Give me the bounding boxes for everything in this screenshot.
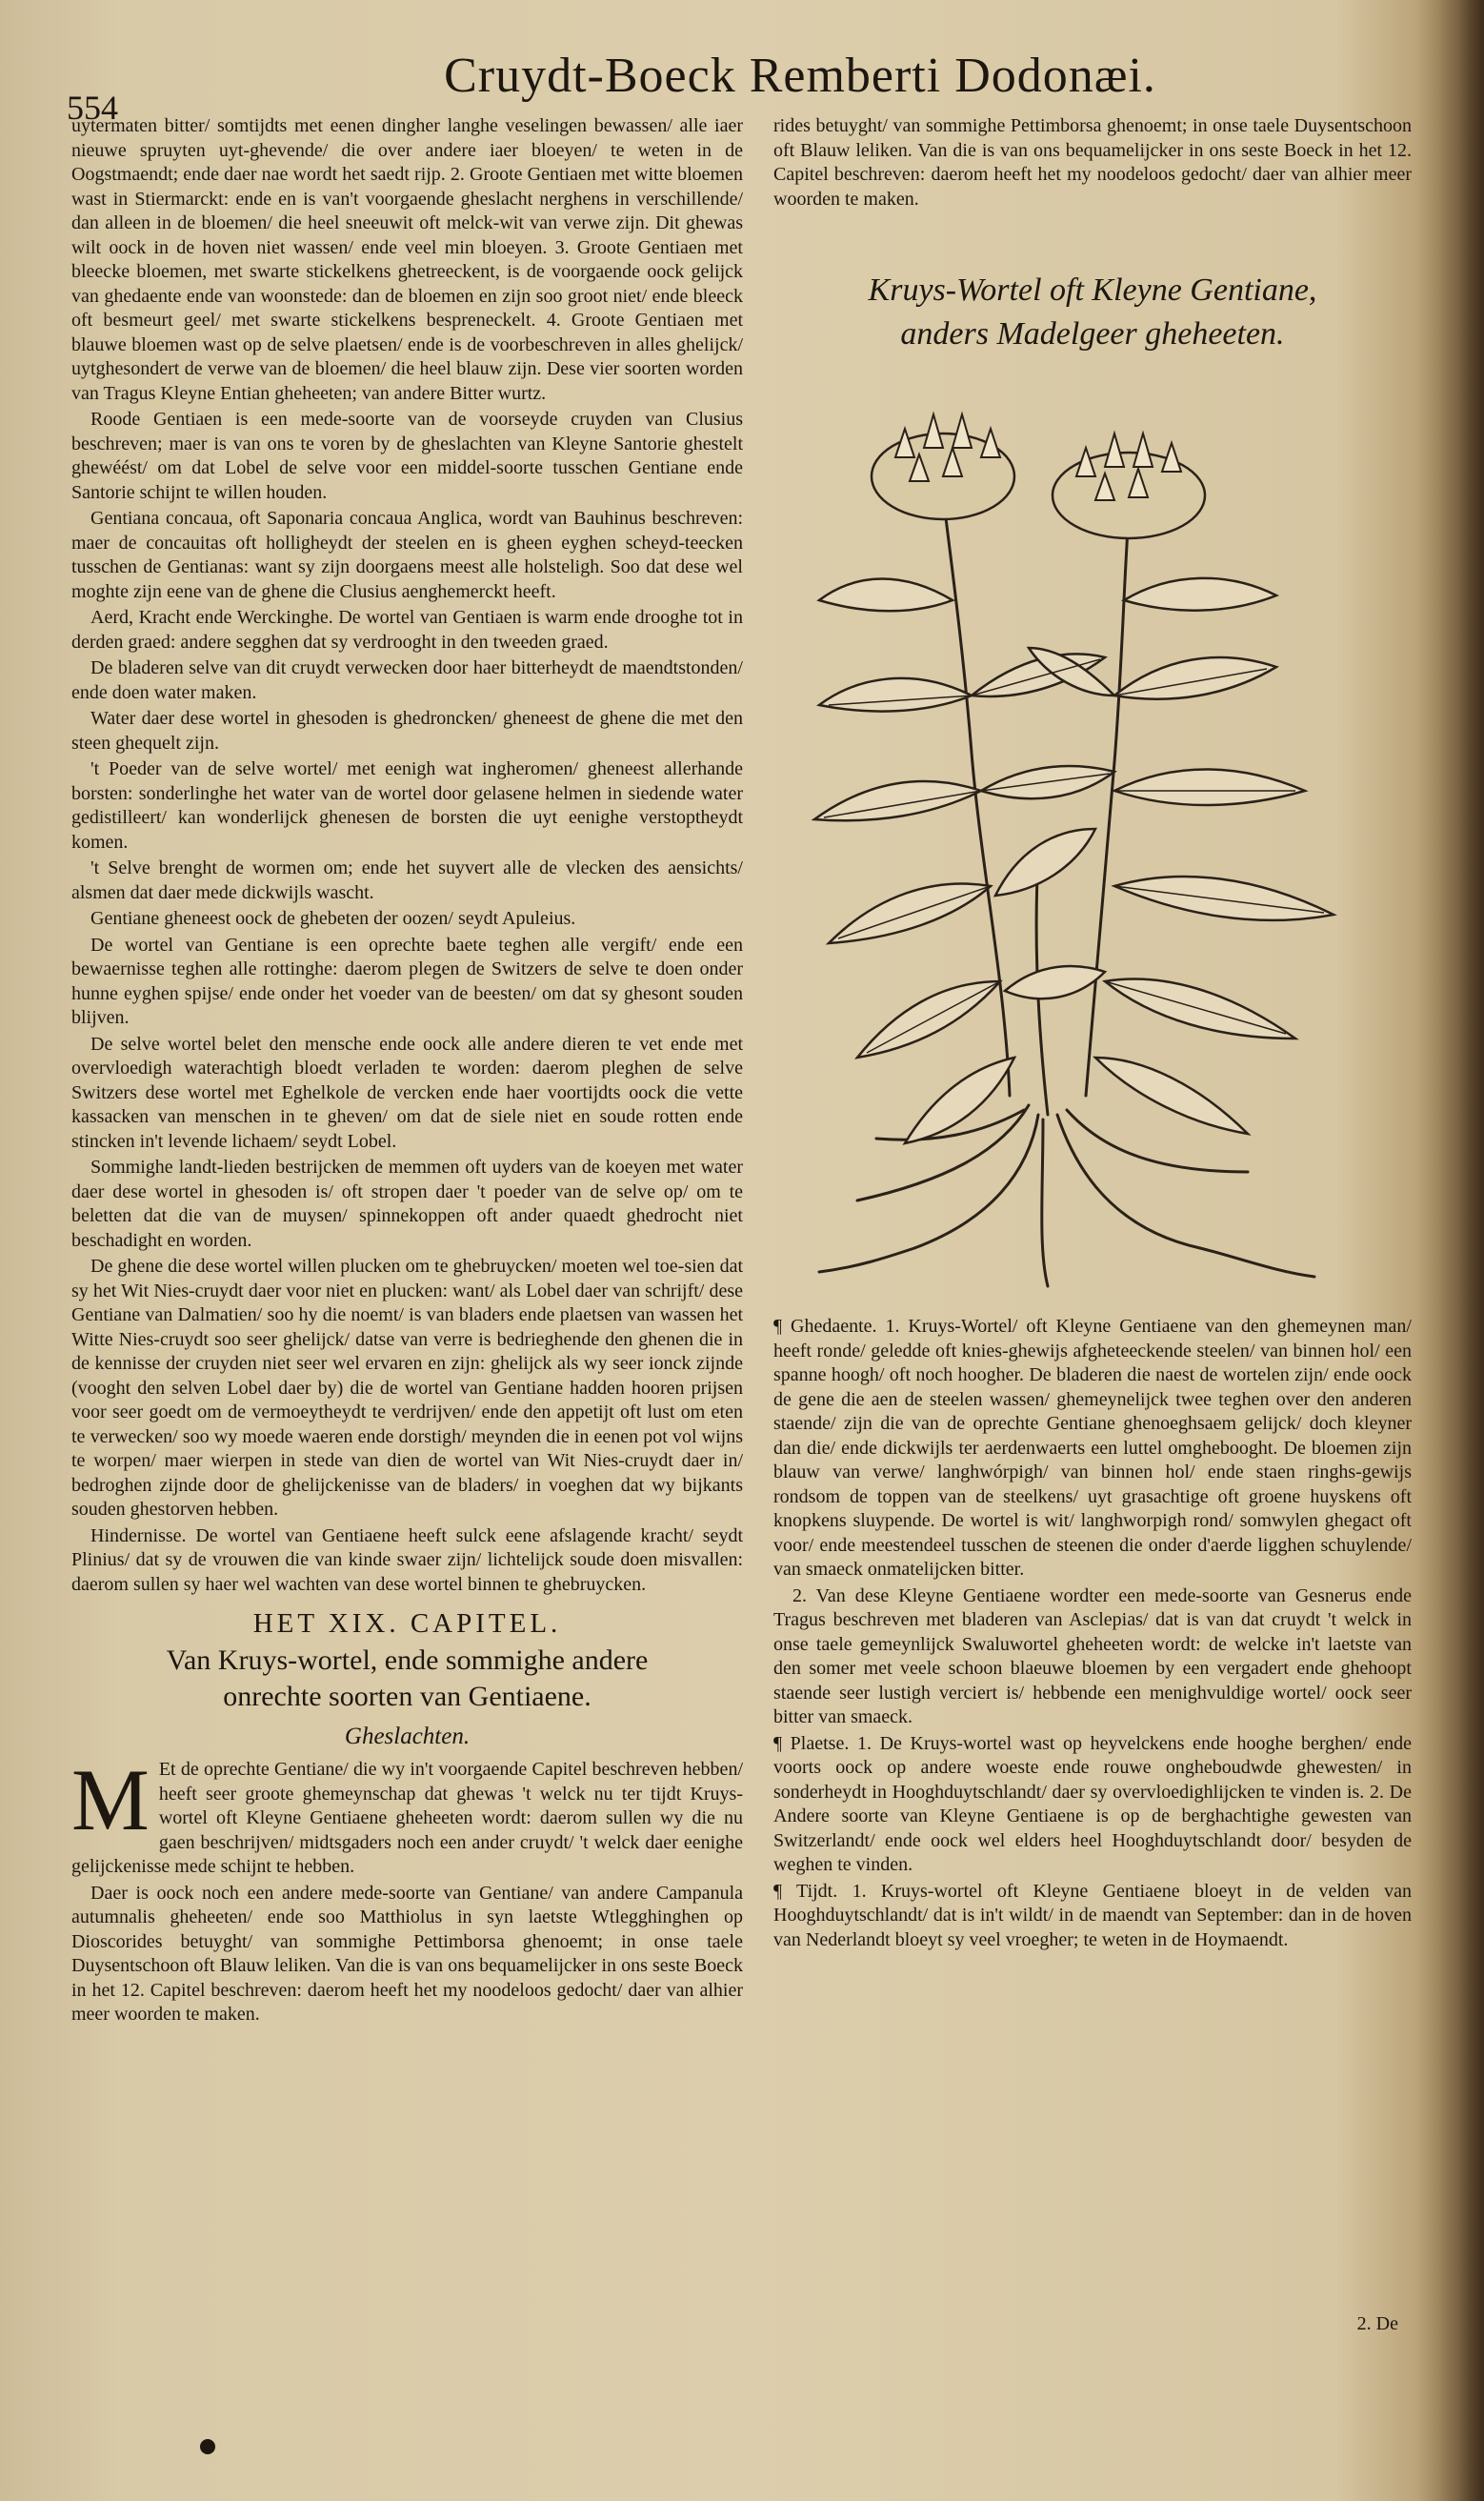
dropcap-paragraph xyxy=(71,1751,743,1880)
paragraph: De ghene die dese wortel willen plucken om te ghebruycken/ moeten wel toe-sien dat sy het Wit Nies-cruydt daer voor niet en plucken: want/ als Lobel daer van schrijft/ dese Gentiane van Dalmatien/ soo hy die noemt/ is van bladers ende plaetsen van wassen het Witte Nies-cruydt soo seer ghelijck/ datse van verre is bedrieghende den ghenen die in de kennisse der cruyden niet seer wel ervaren en zijn: ghelijck als wy seer ionck zijnde (vooght den selven Lobel daer by) die de wortel van Gentiane hadden hooren prijsen voor seer goedt om de vermoeytheydt te verdrijven/ ende den appetijt oft lust om eten te verwecken/ soo wy moede waeren ende dorstigh/ meynden die in eenen pot vol wijns te worpen/ maer wierpen in stede van dien de wortel van Wit Nies-cruydt daer in/ bedroghen zijnde door de ghelijckenisse van de bladers/ in voeghen dat wy bijkants souden ghestorven hebben. xyxy=(71,1256,743,1520)
right-column-top xyxy=(773,114,1412,257)
paragraph: rides betuyght/ van sommighe Pettimborsa ghenoemt; in onse taele Duysentschoon oft Blauw leliken. Van die is van ons bequamelijcker in ons seste Boeck in het 12. Capitel beschreven: daerom heeft het my noodeloos gedocht/ daer van alhier meer woorden te maken. xyxy=(773,115,1412,210)
paragraph: ¶ Tijdt. 1. Kruys-wortel oft Kleyne Gentiaene bloeyt in de velden van Hooghduytschlandt/ dat is in't wildt/ in de maendt van September: dan in de hoven van Nederlandt bloeyt sy veel vroegher; te weten in de Hoymaendt. xyxy=(773,1880,1412,1950)
paragraph: Sommighe landt-lieden bestrijcken de memmen oft uyders van de koeyen met water daer dese wortel in ghesoden is/ oft stropen daer 't poeder van de selve op/ om te beletten dat die van de muysen/ spinnekoppen oft ander quaedt ghedrocht niet beschadight en worden. xyxy=(71,1157,743,1251)
gentian-plant-woodcut xyxy=(800,410,1391,1305)
paragraph: 't Selve brenght de wormen om; ende het suyvert alle de vlecken des aensichts/ alsmen dat daer mede dickwijls wascht. xyxy=(71,857,743,903)
paragraph: Aerd, Kracht ende Werckinghe. De wortel van Gentiaen is warm ende drooghe tot in derden graed: andere segghen dat sy verdrooght in den tweeden graed. xyxy=(71,607,743,653)
paragraph: Daer is oock noch een andere mede-soorte van Gentiane/ van andere Campanula autumnalis gheheeten/ ende soo Matthiolus in syn laetste Wtlegghinghen op Dioscorides betuyght/ van sommighe Pettimborsa ghenoemt; in onse taele Duysentschoon oft Blauw leliken. Van die is van ons bequamelijcker in ons seste Boeck in het 12. Capitel beschreven: daerom heeft het my noodeloos gedocht/ daer van alhier meer woorden te maken. xyxy=(71,1882,743,2025)
figure-caption xyxy=(773,269,1412,356)
paragraph: 2. Van dese Kleyne Gentiaene wordter een mede-soorte van Gesnerus ende Tragus beschreven met bladeren van Asclepias/ dat is van dat cruydt 't welck in onse taele gemeynlijck Swaluwortel gheheeten wordt: de welcke in't laetste van den somer met veele schoon blaeuwe bloemen by een vergadert ende ghehoopt staende seer lustigh verciert is/ hebbende een menighvuldige wortel/ oock seer bitter van smaeck. xyxy=(773,1584,1412,1727)
paragraph: ¶ Ghedaente. 1. Kruys-Wortel/ oft Kleyne Gentiaene van den ghemeynen man/ heeft ronde/ geledde oft knies-ghewijs afgheteeckende steelen/ van binnen hol/ een spanne hoogh/ oft noch hoogher. De bladeren die naest de wortelen zijn/ ende oock de gene die aen de steelen wassen/ ghemeynelijck twee teghen over den anderen staende/ zijn die van de oprechte Gentiane ghenoeghsaem gelijck/ doch kleyner dan die/ ende dickwijls ter aerdenwaerts een luttel omghebooght. De bloemen zijn blauw van verwe/ langhwórpigh/ van binnen hol/ ende staen ringhs-gewijs rondsom de toppen van de steelkens/ uyt grasachtige oft groene huyskens oft knopkens sluypende. De wortel is wit/ langhworpigh rond/ somwylen ghegact oft voor/ ende meestendeel tusschen de steenen die onder d'aerde ligghen schuylende/ van smaeck onmatelijcken bitter. xyxy=(773,1316,1412,1580)
paragraph: De bladeren selve van dit cruydt verwecken door haer bitterheydt de maendtstonden/ ende doen water maken. xyxy=(71,657,743,703)
paragraph: uytermaten bitter/ somtijdts met eenen dingher langhe veselingen bewassen/ alle iaer nieuwe spruyten uyt-ghevende/ die over andere iaer bloeyen/ te weten in de Oogstmaendt; ende daer nae wordt het saedt rijp. 2. Groote Gentiaen met witte bloemen wast in Stiermarckt: ende en is van't voorgaende gheslacht nerghens in verschillende/ dan alleen in de bloemen/ die heel sneeuwit oft melck-wit van verwe zijn. Dit ghewas wilt oock in de hoven niet wassen/ ende veel min bloeyen. 3. Groote Gentiaen met bleecke bloemen, met swarte stickelkens ghetreeckent, is de voorgaende oock gelijck van ghedaente ende van woonstede: dan de bloemen en zijn soo groot niet/ ende bleeck oft besmeurt geel/ met swarte stickelkens bespreneckelt. 4. Groote Gentiaen met blauwe bloemen wast op de selve plaetsen/ ende is de voorbeschreven in alles ghelijck/ uytghesondert de verwe van de bloemen/ die heel blauw zijn. Dese vier soorten worden van Tragus Kleyne Entian gheheeten; van andere Bitter wurtz. xyxy=(71,115,743,404)
paragraph: ¶ Plaetse. 1. De Kruys-wortel wast op heyvelckens ende hooghe berghen/ ende voorts oock op andere woeste ende rouwe ongheboudwde ghewesten/ in sonderheydt in Hooghduytschlandt/ daer sy overvloedighlijcken te vinden is. 2. De Andere soorte van Kleyne Gentiaene is op de berghachtighe gewesten van Switzerlandt/ ende oock wel elders heel Hooghduytschlandt door/ besyden de weghen te vinden. xyxy=(773,1732,1412,1875)
right-column-bottom xyxy=(773,1315,1412,2315)
paragraph: Water daer dese wortel in ghesoden is ghedroncken/ gheneest de ghene die met den steen ghequelt zijn. xyxy=(71,708,743,754)
ink-dot xyxy=(200,2439,215,2454)
paragraph: De wortel van Gentiane is een oprechte baete teghen alle vergift/ ende een bewaernisse teghen alle rottinghe: daerom plegen de Switzers de selve te doen onder hunne eyghen spijse/ ende onder het voeder van de beesten/ om dat sy ghesont souden blijven. xyxy=(71,934,743,1028)
paragraph: Gentiana concaua, oft Saponaria concaua Anglica, wordt van Bauhinus beschreven: maer de concauitas oft holligheydt der steelen en is gheen eyghen scheyd-teecken tusschen de Gentianas: want sy zijn doorgaens meest alle holsteligh. Soo dat dese wel moghte zijn eene van de ghene die Clusius aenghemerckt heeft. xyxy=(71,508,743,602)
paragraph: Gentiane gheneest oock de ghebeten der oozen/ seydt Apuleius. xyxy=(90,908,576,929)
figure-caption-line: anders Madelgeer gheheeten. xyxy=(900,316,1285,352)
catchword: 2. De xyxy=(1356,2313,1398,2334)
paragraph: 't Poeder van de selve wortel/ met eenigh wat ingheromen/ gheneest allerhande borsten: sonderlinghe het water van de wortel door gelasene helmen in siedende water gedistilleert/ kan wonderlijck ghenesen de borsten die uyt eenighe verstoptheydt komen. xyxy=(71,758,743,853)
paragraph: De selve wortel belet den mensche ende oock alle andere dieren te vet ende met overvloedigh waterachtigh bloedt verladen te worden: daerom pleghen de selve Switzers dese wortel met Eghelkole de vercken ende haer voortijdts oock die vette kassacken van menschen in te gheven/ om dat de siele niet en soude rotten ende stincken in't levende lichaem/ seydt Lobel. xyxy=(71,1033,743,1152)
paragraph: Hindernisse. De wortel van Gentiaene heeft sulck eene afslagende kracht/ seydt Plinius/ dat sy de vrouwen die van kinde swaer zijn/ lichtelijck soude doen misvallen: daerom sullen sy haer wel wachten van dese wortel binnen te ghebruycken. xyxy=(71,1524,743,1595)
paragraph: Roode Gentiaen is een mede-soorte van de voorseyde cruyden van Clusius beschreven; maer is van ons te voren by de gheslachten van Kleyne Santorie ghestelt ghewéést/ om dat Lobel de selve voor een middel-soorte tusschen Gentiane ende Santorie schijnt te willen houden. xyxy=(71,409,743,503)
figure-caption-line: Kruys-Wortel oft Kleyne Gentiane, xyxy=(868,272,1317,308)
drop-cap-letter: M xyxy=(71,1751,150,1848)
left-column xyxy=(71,114,743,2296)
page-header xyxy=(57,48,1410,127)
running-title: Cruydt-Boeck Remberti Dodonæi. xyxy=(444,49,1156,103)
dropcap-paragraph-text: Et de oprechte Gentiane/ die wy in't voorgaende Capitel beschreven hebben/ heeft seer groote ghemeynschap dat ghewas 't welck nu ter tijdt Kruys-wortel oft Kleyne Gentiaene gheheeten wordt: daerom sullen wy die nu gaen beschrijven/ midtsgaders noch een ander cruydt/ 't welck daer eenighe gelijckenisse mede schijnt te hebben. xyxy=(71,1759,743,1877)
chapter-heading: HET XIX. CAPITEL. xyxy=(252,1608,562,1639)
section-subheading: Gheslachten. xyxy=(344,1723,471,1749)
page-number: 554 xyxy=(67,89,118,127)
chapter-title: Van Kruys-wortel, ende sommighe andere onrechte soorten van Gentiaene. xyxy=(166,1644,649,1712)
page-edge-shadow xyxy=(1417,0,1484,2501)
